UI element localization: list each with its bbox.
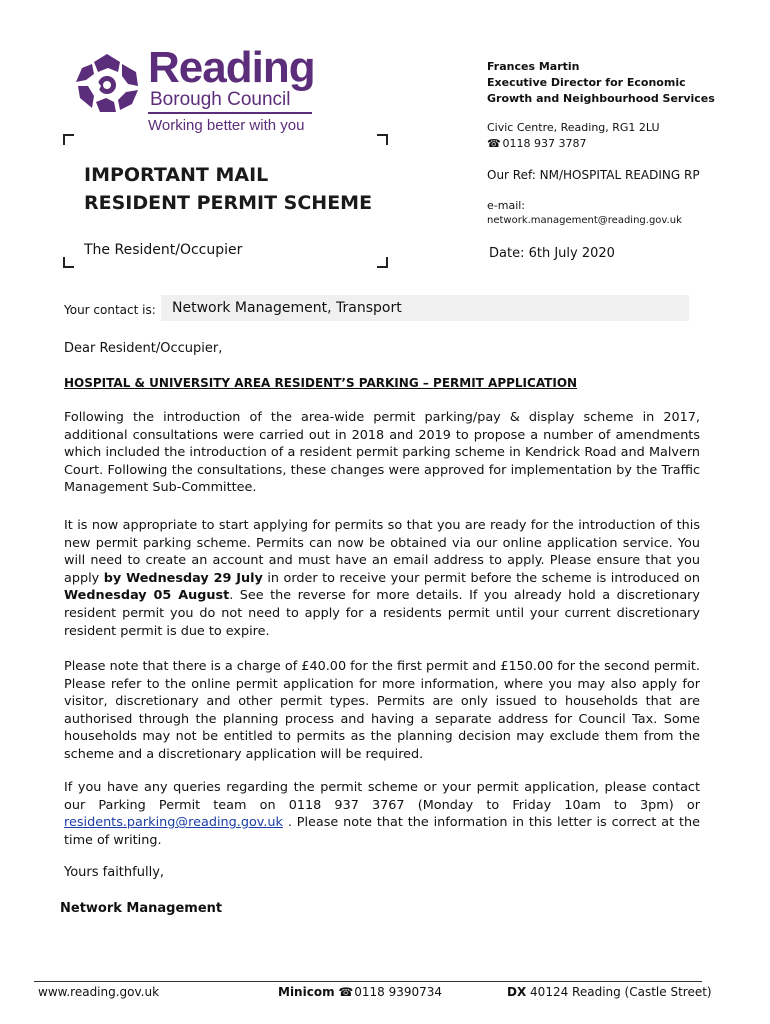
our-ref xyxy=(487,168,700,182)
email-link[interactable]: residents.parking@reading.gov.uk xyxy=(64,815,283,831)
footer-dx xyxy=(507,985,712,999)
letter-date: Date: 6th July 2020 xyxy=(489,246,615,261)
email-label: e-mail: xyxy=(487,199,526,212)
sender-name: Frances Martin xyxy=(487,60,580,73)
logo-subtitle: Borough Council xyxy=(150,89,291,110)
apply-deadline: by Wednesday 29 July xyxy=(103,570,263,586)
council-logo-icon xyxy=(72,52,142,114)
contact-value: Network Management, Transport xyxy=(172,300,402,316)
logo-wordmark: Reading xyxy=(148,43,315,92)
sender-phone-number: 0118 937 3787 xyxy=(502,137,587,150)
our-ref-label: Our Ref: xyxy=(487,168,536,182)
paragraph-queries: If you have any queries regarding the permit scheme or your permit application, please contact our Parking Permit team on 0118 937 3767 (Monday to Friday 10am to 3pm) or residents.parking@reading.gov.uk . Please note that the information in this letter is correct at the time of writing. xyxy=(64,780,700,848)
addressee: The Resident/Occupier xyxy=(84,242,243,258)
sender-address: Civic Centre, Reading, RG1 2LU xyxy=(487,121,660,134)
signature: Network Management xyxy=(60,901,223,916)
closing: Yours faithfully, xyxy=(64,865,165,880)
footer-divider xyxy=(34,981,702,982)
logo-tagline: Working better with you xyxy=(148,117,305,134)
our-ref-value: NM/HOSPITAL READING RP xyxy=(539,168,700,182)
headline-important-mail: IMPORTANT MAIL xyxy=(84,164,269,186)
minicom-label: Minicom xyxy=(278,985,335,999)
paragraph-charges: Please note that there is a charge of £40.00 for the first permit and £150.00 for the second permit. Please refer to the online permit application for more information, where you may also apply for visitor, discretionary and other permit types. Permits are only issued to households that are authorised through the planning process and having a separate address for Council Tax. Some households may not be entitled to permits as the planning decision may exclude them from the scheme and a discretionary application will be required. xyxy=(64,659,700,762)
sender-phone xyxy=(487,137,586,150)
footer-website: www.reading.gov.uk xyxy=(38,985,160,999)
paragraph-introduction: Following the introduction of the area-wide permit parking/pay & display scheme in 2017, additional consultations were carried out in 2018 and 2019 to propose a number of amendments which included the introduction of a resident permit parking scheme in Kendrick Road and Malvern Court. Following the consultations, these changes were approved for implementation by the Traffic Management Sub-Committee. xyxy=(64,410,700,496)
paragraph-apply: It is now appropriate to start applying for permits so that you are ready for the introduction of this new permit parking scheme. Permits can now be obtained via our online application service. You will need to create an account and must have an email address to apply. Please ensure that you apply by Wednesday 29 July in order to receive your permit before the scheme is introduced on Wednesday 05 August. See the reverse for more details. If you already hold a discretionary resident permit you do not need to apply for a residents permit until your current discretionary resident permit is due to expire. xyxy=(64,518,701,639)
phone-icon: ☎ xyxy=(487,137,501,150)
dx-label: DX xyxy=(507,985,527,999)
address-window-corner xyxy=(63,134,74,145)
address-window-corner xyxy=(377,257,388,268)
scheme-start-date: Wednesday 05 August xyxy=(64,588,230,604)
email-address: network.management@reading.gov.uk xyxy=(487,215,682,226)
dx-value: 40124 Reading (Castle Street) xyxy=(530,985,712,999)
headline-permit-scheme: RESIDENT PERMIT SCHEME xyxy=(84,192,373,214)
footer-minicom xyxy=(278,985,442,999)
minicom-number: 0118 9390734 xyxy=(354,985,443,999)
salutation: Dear Resident/Occupier, xyxy=(64,341,223,356)
address-window-corner xyxy=(377,134,388,145)
letter-subject: HOSPITAL & UNIVERSITY AREA RESIDENT’S PARKING – PERMIT APPLICATION xyxy=(64,376,578,390)
sender-title-line1: Executive Director for Economic xyxy=(487,76,686,89)
logo-divider xyxy=(148,112,312,114)
contact-label: Your contact is: xyxy=(64,303,156,317)
minicom-phone-icon: ☎ xyxy=(338,985,354,999)
address-window-corner xyxy=(63,257,74,268)
sender-title-line2: Growth and Neighbourhood Services xyxy=(487,92,715,105)
